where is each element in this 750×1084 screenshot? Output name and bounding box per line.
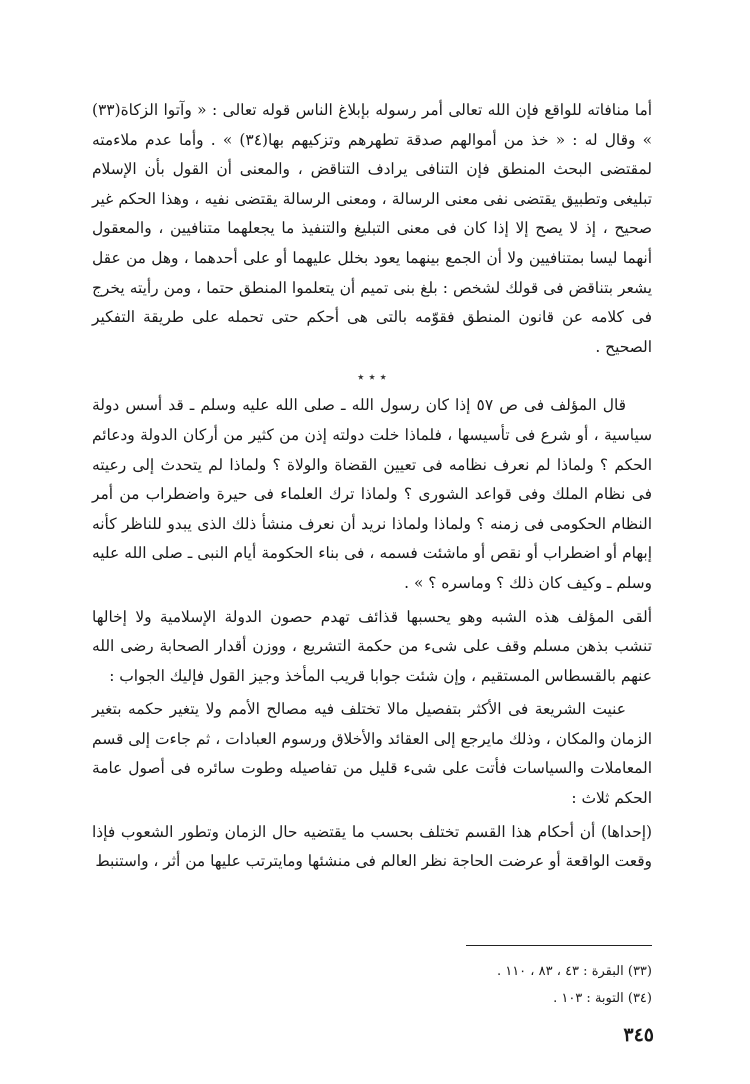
paragraph-4: عنيت الشريعة فى الأكثر بتفصيل مالا تختلف فيه مصالح الأمم ولا يتغير حكمه بتغير الزمان والمكان ، وذلك مايرجع إلى العقائد والأخلاق ورسوم العبادات ، ثم جاءت إلى قسم المعاملات والسياسات فأتت على شىء قليل من تفاصيله وطوت سائره فى أصول عامة الحكم ثلاث : xyxy=(92,700,652,808)
page-number: ٣٤٥ xyxy=(623,1024,654,1046)
paragraph-3: ألقى المؤلف هذه الشبه وهو يحسبها قذائف تهدم حصون الدولة الإسلامية ولا إخالها تنشب بذهن مسلم وقف على شىء من حكمة التشريع ، ووزن أقدار الصحابة رضى الله عنهم بالقسطاس المستقيم ، وإن شئت جوابا قريب المأخذ وجيز القول فإليك الجواب : xyxy=(92,607,652,685)
footnote-33: (٣٣) البقرة : ٤٣ ، ٨٣ ، ١١٠ . xyxy=(496,964,652,979)
paragraph-1: أما منافاته للواقع فإن الله تعالى أمر رسوله بإبلاغ الناس قوله تعالى : « وآتوا الزكاة(٣٣) » وقال له : « خذ من أموالهم صدقة تطهرهم وتزكيهم بها(٣٤) » . وأما عدم ملاءمته لمقتضى البحث المنطق فإن التنافى يرادف التناقض ، والمعنى أن القول بأن الإسلام تبليغى وتطبيق يقتضى نفى معنى الرسالة ، ومعنى الرسالة يقتضى نفيه ، وهذا الحكم غير صحيح ، إذ لا يصح إلا إذا كان فى معنى التبليغ والتنفيذ ما يجعلهما متنافيين ، والمعقول أنهما ليسا بمتنافيين ولا أن الجمع بينهما يعود بخلل عليهما أو على أحدهما ، وهل من عقل يشعر بتناقض فى قولك لشخص : بلغ بنى تميم أن يتعلموا المنطق حتما ، ومن رأيته يخرج فى كلامه عن قانون المنطق فقوّمه بالتى هى أحكم حتى تحمله على طريقة التفكير الصحيح . xyxy=(92,101,652,356)
paragraph-5: (إحداها) أن أحكام هذا القسم تختلف بحسب ما يقتضيه حال الزمان وتطور الشعوب فإذا وقعت الواقعة أو عرضت الحاجة نظر العالم فى منشئها ومايترتب عليها من أثر ، واستنبط xyxy=(92,822,652,871)
page-body xyxy=(92,96,652,877)
section-separator: ٭ ٭ ٭ xyxy=(357,370,387,386)
footnote-34: (٣٤) التوبة : ١٠٣ . xyxy=(553,991,652,1006)
footnotes xyxy=(252,958,652,1012)
footnote-divider xyxy=(466,945,652,946)
paragraph-2: قال المؤلف فى ص ٥٧ إذا كان رسول الله ـ صلى الله عليه وسلم ـ قد أسس دولة سياسية ، أو شرع فى تأسيسها ، فلماذا خلت دولته إذن من كثير من أركان الدولة ودعائم الحكم ؟ ولماذا لم نعرف نظامه فى تعيين القضاة والولاة ؟ ولماذا لم يتحدث إلى رعيته فى نظام الملك وفى قواعد الشورى ؟ ولماذا ترك العلماء فى حيرة واضطراب من أمر النظام الحكومى فى زمنه ؟ ولماذا ولماذا نريد أن نعرف منشأ ذلك الذى يبدو للناظر كأنه إبهام أو اضطراب أو نقص أو ماشئت فسمه ، فى بناء الحكومة أيام النبى ـ صلى الله عليه وسلم ـ وكيف كان ذلك ؟ وماسره ؟ » . xyxy=(92,396,652,592)
